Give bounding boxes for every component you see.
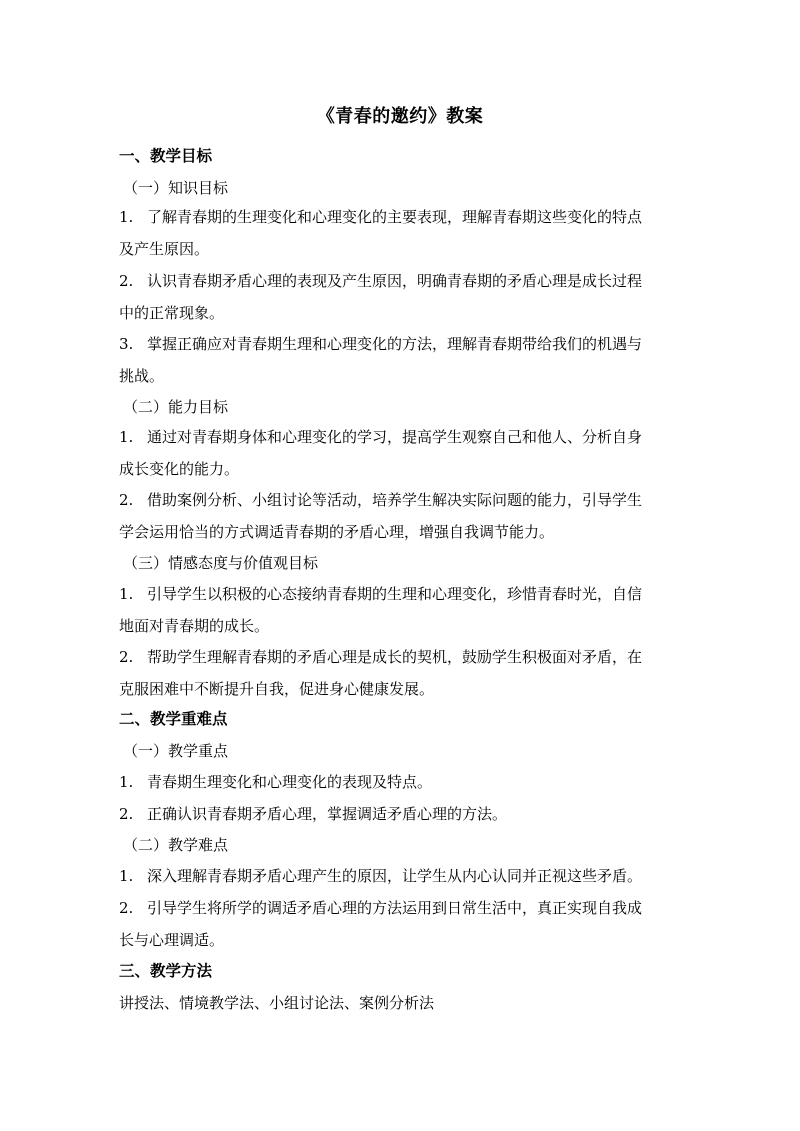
item-text-continued: 学会运用恰当的方式调适青春期的矛盾心理，增强自我调节能力。	[119, 523, 555, 541]
subsection-label-key-points: （一）教学重点	[123, 742, 229, 760]
item-text-continued: 挑战。	[119, 367, 165, 385]
item-text: 帮助学生理解青春期的矛盾心理是成长的契机，鼓励学生积极面对矛盾，在	[147, 648, 643, 666]
item-text: 引导学生将所学的调适矛盾心理的方法运用到日常生活中，真正实现自我成	[147, 899, 643, 917]
item-text: 了解青春期的生理变化和心理变化的主要表现，理解青春期这些变化的特点	[147, 208, 643, 226]
item-text-continued: 克服困难中不断提升自我，促进身心健康发展。	[119, 680, 435, 698]
list-item	[119, 484, 685, 548]
item-number: 1.	[119, 208, 134, 226]
list-item	[119, 860, 685, 892]
list-item	[119, 798, 685, 830]
item-number: 2.	[119, 899, 134, 917]
subsection-label-ability: （二）能力目标	[123, 398, 229, 416]
item-number: 3.	[119, 335, 134, 353]
item-number: 2.	[119, 648, 134, 666]
subsection-label-knowledge: （一）知识目标	[123, 179, 229, 197]
item-text-continued: 中的正常现象。	[119, 304, 225, 322]
item-text: 掌握正确应对青春期生理和心理变化的方法，理解青春期带给我们的机遇与	[147, 335, 643, 353]
item-text: 认识青春期矛盾心理的表现及产生原因，明确青春期的矛盾心理是成长过程	[147, 272, 643, 290]
document-title: 《青春的邀约》教案	[316, 106, 484, 127]
item-text: 通过对青春期身体和心理变化的学习，提高学生观察自己和他人、分析自身	[147, 428, 643, 446]
list-item	[119, 641, 685, 705]
list-item	[119, 201, 685, 265]
item-text: 借助案例分析、小组讨论等活动，培养学生解决实际问题的能力，引导学生	[147, 491, 643, 509]
list-item	[119, 421, 685, 485]
item-text-continued: 及产生原因。	[119, 240, 210, 258]
item-number: 2.	[119, 491, 134, 509]
subsection-label-emotion: （三）情感态度与价值观目标	[123, 554, 319, 572]
item-text-continued: 长与心理调适。	[119, 931, 225, 949]
item-number: 1.	[119, 428, 134, 446]
item-number: 1.	[119, 867, 134, 885]
section-heading-teaching-methods: 三、教学方法	[119, 961, 213, 980]
list-item	[119, 766, 685, 798]
list-item	[119, 892, 685, 956]
list-item	[119, 328, 685, 392]
list-item	[119, 265, 685, 329]
subsection-label-difficult-points: （二）教学难点	[123, 836, 229, 854]
item-text-continued: 地面对青春期的成长。	[119, 617, 270, 635]
item-number: 1.	[119, 773, 134, 791]
item-number: 1.	[119, 585, 134, 603]
item-number: 2.	[119, 805, 134, 823]
item-text: 青春期生理变化和心理变化的表现及特点。	[147, 773, 433, 791]
section-heading-teaching-goals: 一、教学目标	[119, 146, 213, 165]
teaching-methods-text: 讲授法、情境教学法、小组讨论法、案例分析法	[119, 994, 435, 1012]
list-item	[119, 578, 685, 642]
section-heading-key-difficult-points: 二、教学重难点	[119, 709, 228, 728]
item-number: 2.	[119, 272, 134, 290]
item-text-continued: 成长变化的能力。	[119, 460, 240, 478]
item-text: 正确认识青春期矛盾心理，掌握调适矛盾心理的方法。	[147, 805, 508, 823]
item-text: 深入理解青春期矛盾心理产生的原因，让学生从内心认同并正视这些矛盾。	[147, 867, 643, 885]
item-text: 引导学生以积极的心态接纳青春期的生理和心理变化，珍惜青春时光，自信	[147, 585, 643, 603]
